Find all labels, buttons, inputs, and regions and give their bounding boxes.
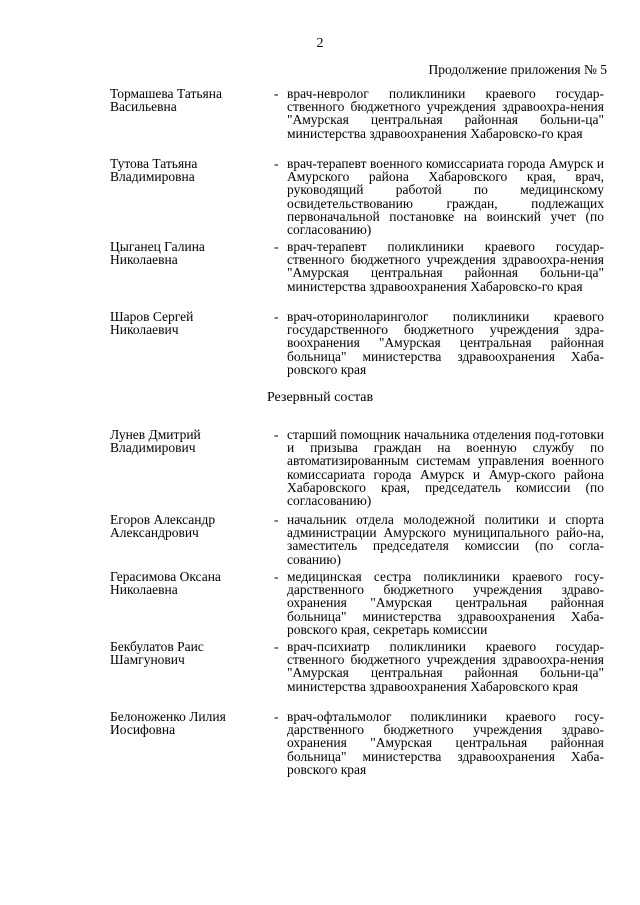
dash: - <box>274 709 279 724</box>
page-number: 2 <box>316 36 324 51</box>
reserve-section-title: Резервный состав <box>266 390 374 405</box>
dash: - <box>274 512 279 527</box>
member-name: Герасимова Оксана Николаевна <box>110 569 221 598</box>
dash: - <box>274 309 279 324</box>
member-name: Бекбулатов Раис Шамгунович <box>110 639 204 668</box>
member-role: врач-терапевт поликлиники краевого государ-ственного бюджетного учреждения здравоохра-нения "Амурская центральная районная больни-ца" министерства здравоохранения Хабаровско-го края <box>287 239 604 294</box>
member-name: Цыганец Галина Николаевна <box>110 239 205 268</box>
continuation-label: Продолжение приложения № 5 <box>428 62 607 77</box>
dash: - <box>274 86 279 101</box>
dash: - <box>274 427 279 442</box>
member-role: медицинская сестра поликлиники краевого госу-дарственного бюджетного учреждения здраво-охранения "Амурская центральная районная больница" министерства здравоохранения Хаба-ровского края, секретарь комиссии <box>287 569 604 637</box>
member-role: врач-терапевт военного комиссариата города Амурск и Амурского района Хабаровского края, врач, руководящий работой по медицинскому освидетельствованию граждан, подлежащих первоначальной постановке на воинский учет (по согласованию) <box>287 156 604 238</box>
member-name: Егоров Александр Александрович <box>110 512 216 541</box>
dash: - <box>274 239 279 254</box>
dash: - <box>274 569 279 584</box>
member-name: Тормашева Татьяна Васильевна <box>110 86 222 115</box>
member-role: врач-оториноларинголог поликлиники краевого государственного бюджетного учреждения здра-воохранения "Амурская центральная районная больница" министерства здравоохранения Хаба-ровского края <box>287 309 604 377</box>
member-name: Белоноженко Лилия Иосифовна <box>110 709 226 738</box>
member-role: врач-невролог поликлиники краевого государ-ственного бюджетного учреждения здравоохра-нения "Амурская центральная районная больни-ца" министерства здравоохранения Хабаровско-го края <box>287 86 604 141</box>
member-role: начальник отдела молодежной политики и спорта администрации Амурского муниципального райо-на, заместитель председателя комиссии (по согла-сованию) <box>287 512 604 567</box>
dash: - <box>274 639 279 654</box>
member-role: врач-психиатр поликлиники краевого государ-ственного бюджетного учреждения здравоохра-нения "Амурская центральная районная больни-ца" министерства здравоохранения Хабаровского края <box>287 639 604 694</box>
member-role: старший помощник начальника отделения под-готовки и призыва граждан на военную службу по автоматизированным системам управления военного комиссариата города Амурск и Амур-ского района Хабаровского края, председатель комиссии (по согласованию) <box>287 427 604 509</box>
dash: - <box>274 156 279 171</box>
member-name: Лунев Дмитрий Владимирович <box>110 427 201 456</box>
member-name: Шаров Сергей Николаевич <box>110 309 194 338</box>
member-name: Тутова Татьяна Владимировна <box>110 156 198 185</box>
member-role: врач-офтальмолог поликлиники краевого госу-дарственного бюджетного учреждения здраво-охранения "Амурская центральная районная больница" министерства здравоохранения Хаба-ровского края <box>287 709 604 777</box>
